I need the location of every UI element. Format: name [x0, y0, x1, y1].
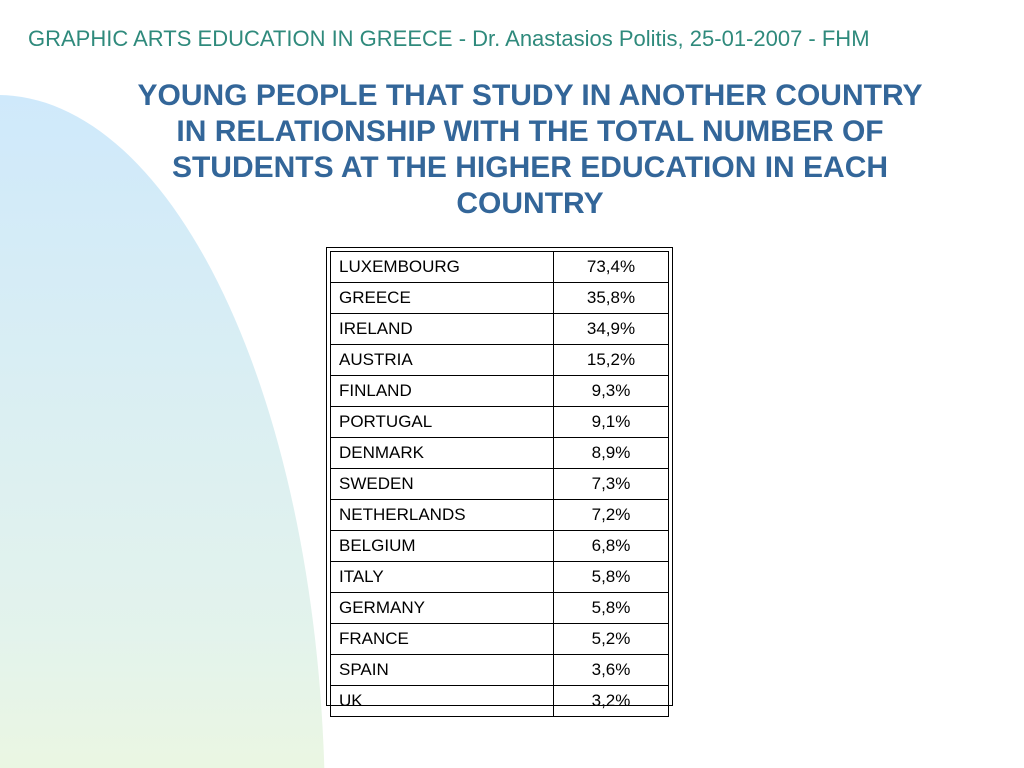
table-row [331, 686, 669, 717]
slide-title-line: IN RELATIONSHIP WITH THE TOTAL NUMBER OF [176, 115, 884, 148]
country-cell: PORTUGAL [331, 407, 554, 438]
country-cell: BELGIUM [331, 531, 554, 562]
country-cell: DENMARK [331, 438, 554, 469]
percent-cell: 73,4% [554, 252, 669, 283]
data-table-frame [326, 247, 673, 710]
percent-cell: 9,3% [554, 376, 669, 407]
country-cell: GERMANY [331, 593, 554, 624]
table-row [331, 562, 669, 593]
slide-header: GRAPHIC ARTS EDUCATION IN GREECE - Dr. Anastasios Politis, 25-01-2007 - FHM [28, 26, 870, 51]
table-row [331, 252, 669, 283]
table-row [331, 655, 669, 686]
table-row [331, 469, 669, 500]
table-row [331, 283, 669, 314]
country-cell: AUSTRIA [331, 345, 554, 376]
country-cell: UK [331, 686, 554, 717]
percent-cell: 5,8% [554, 562, 669, 593]
table-row [331, 314, 669, 345]
percent-cell: 3,2% [554, 686, 669, 717]
slide-title-line: COUNTRY [456, 187, 604, 220]
percent-cell: 8,9% [554, 438, 669, 469]
percent-cell: 7,3% [554, 469, 669, 500]
slide-title [70, 78, 990, 222]
country-cell: SWEDEN [331, 469, 554, 500]
percent-cell: 5,2% [554, 624, 669, 655]
country-cell: SPAIN [331, 655, 554, 686]
percent-cell: 35,8% [554, 283, 669, 314]
table-row [331, 531, 669, 562]
percent-cell: 15,2% [554, 345, 669, 376]
table-row [331, 624, 669, 655]
country-cell: ITALY [331, 562, 554, 593]
table-row [331, 438, 669, 469]
table-row [331, 593, 669, 624]
country-cell: NETHERLANDS [331, 500, 554, 531]
table-row [331, 407, 669, 438]
table-row [331, 376, 669, 407]
percent-cell: 9,1% [554, 407, 669, 438]
slide-title-line: STUDENTS AT THE HIGHER EDUCATION IN EACH [171, 151, 889, 184]
percent-cell: 6,8% [554, 531, 669, 562]
country-cell: FRANCE [331, 624, 554, 655]
country-cell: LUXEMBOURG [331, 252, 554, 283]
percent-cell: 34,9% [554, 314, 669, 345]
slide-title-line: YOUNG PEOPLE THAT STUDY IN ANOTHER COUNTRY [137, 79, 923, 112]
country-cell: IRELAND [331, 314, 554, 345]
data-table [330, 251, 669, 717]
percent-cell: 3,6% [554, 655, 669, 686]
table-row [331, 500, 669, 531]
country-cell: GREECE [331, 283, 554, 314]
country-cell: FINLAND [331, 376, 554, 407]
percent-cell: 7,2% [554, 500, 669, 531]
percent-cell: 5,8% [554, 593, 669, 624]
table-row [331, 345, 669, 376]
